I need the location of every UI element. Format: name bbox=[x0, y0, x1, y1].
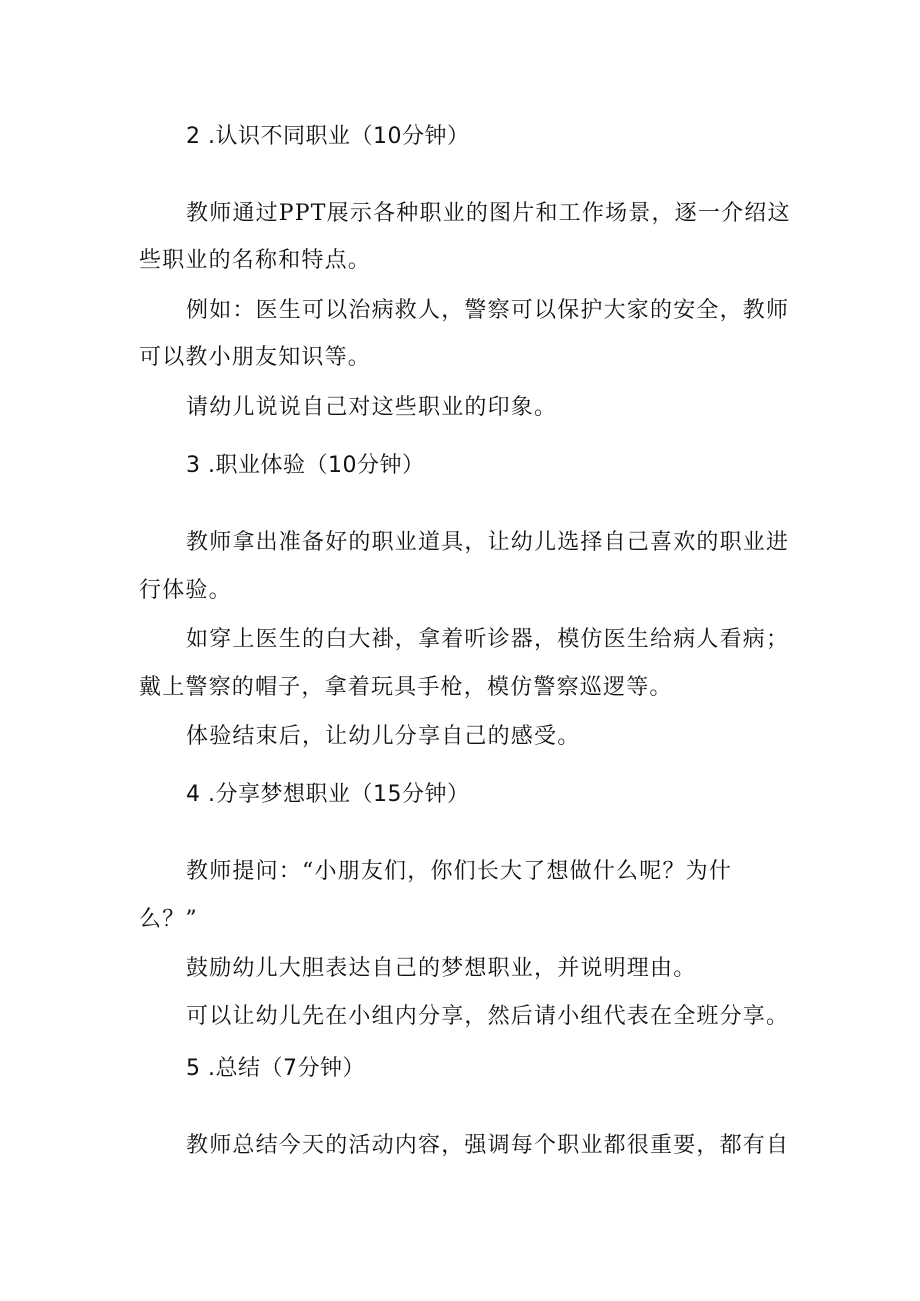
section-2-paragraph-2-line-2: 可以教小朋友知识等。 bbox=[139, 345, 372, 370]
section-2-paragraph-1-line-2: 些职业的名称和特点。 bbox=[139, 248, 372, 273]
section-3-paragraph-2-line-1: 如穿上医生的白大褂，拿着听诊器，模仿医生给病人看病； bbox=[186, 627, 790, 652]
section-2-paragraph-2-line-1: 例如：医生可以治病救人，警察可以保护大家的安全，教师 bbox=[186, 298, 790, 323]
section-4-paragraph-1-line-1: 教师提问：“小朋友们，你们长大了想做什么呢？为什 bbox=[186, 859, 733, 884]
section-3-heading: 3 .职业体验（10分钟） bbox=[186, 453, 425, 478]
section-3-paragraph-1-line-2: 行体验。 bbox=[139, 578, 232, 603]
section-2-heading: 2 .认识不同职业（10分钟） bbox=[186, 124, 470, 149]
section-3-paragraph-1-line-1: 教师拿出准备好的职业道具，让幼儿选择自己喜欢的职业进 bbox=[186, 530, 790, 555]
section-3-paragraph-2-line-2: 戴上警察的帽子，拿着玩具手枪，模仿警察巡逻等。 bbox=[139, 675, 673, 700]
section-4-paragraph-3-line-1: 可以让幼儿先在小组内分享，然后请小组代表在全班分享。 bbox=[186, 1004, 790, 1029]
section-4-paragraph-1-line-2: 么？” bbox=[139, 907, 198, 932]
section-2-paragraph-1-line-1: 教师通过PPT展示各种职业的图片和工作场景，逐一介绍这 bbox=[186, 201, 791, 226]
section-4-paragraph-2-line-1: 鼓励幼儿大胆表达自己的梦想职业，并说明理由。 bbox=[186, 956, 697, 981]
section-2-paragraph-3-line-1: 请幼儿说说自己对这些职业的印象。 bbox=[186, 395, 558, 420]
section-5-heading: 5 .总结（7分钟） bbox=[186, 1056, 365, 1081]
section-3-paragraph-3-line-1: 体验结束后，让幼儿分享自己的感受。 bbox=[186, 724, 581, 749]
section-5-paragraph-1-line-1: 教师总结今天的活动内容，强调每个职业都很重要，都有自 bbox=[186, 1133, 790, 1158]
section-4-heading: 4 .分享梦想职业（15分钟） bbox=[186, 782, 470, 807]
